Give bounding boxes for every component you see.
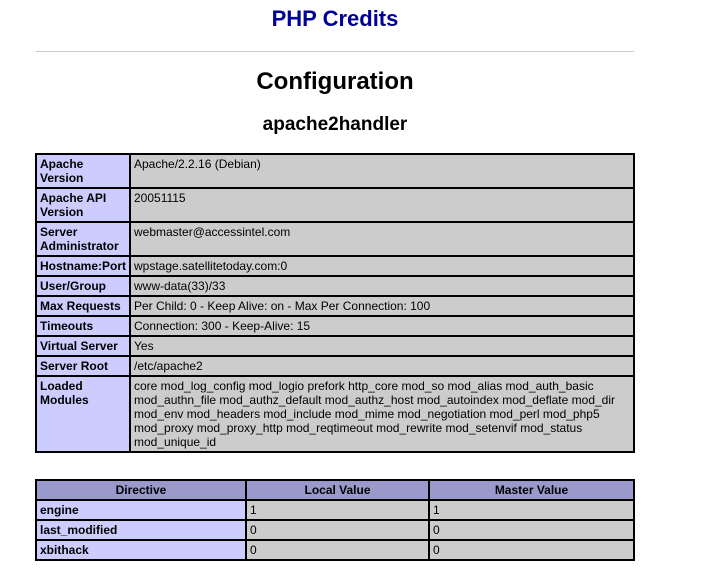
info-label: Apache API Version: [36, 188, 130, 222]
info-label: Apache Version: [36, 154, 130, 188]
info-row: [36, 336, 634, 356]
info-value: Yes: [130, 336, 634, 356]
info-row: [36, 276, 634, 296]
info-row: [36, 222, 634, 256]
master-value: 0: [429, 540, 634, 560]
table-row: [36, 520, 634, 540]
php-credits-link[interactable]: PHP Credits: [271, 6, 399, 31]
table-row: [36, 540, 634, 560]
info-label: Timeouts: [36, 316, 130, 336]
local-value: 1: [246, 500, 429, 520]
column-header-local-value: Local Value: [246, 480, 429, 500]
master-value: 0: [429, 520, 634, 540]
module-title: apache2handler: [262, 114, 408, 135]
info-row: [36, 296, 634, 316]
info-row: [36, 316, 634, 336]
master-value: 1: [429, 500, 634, 520]
info-row: [36, 376, 634, 452]
local-value: 0: [246, 540, 429, 560]
directive-table: [35, 479, 635, 561]
apache-info-table: [35, 153, 635, 453]
table-row: [36, 500, 634, 520]
table-header-row: [36, 480, 634, 500]
info-row: [36, 188, 634, 222]
info-row: [36, 256, 634, 276]
info-label: Max Requests: [36, 296, 130, 316]
info-value: core mod_log_config mod_logio prefork http_core mod_so mod_alias mod_auth_basic mod_authn_file mod_authz_default mod_authz_host mod_autoindex mod_deflate mod_dir mod_env mod_headers mod_include mod_mime mod_negotiation mod_perl mod_php5 mod_proxy mod_proxy_http mod_reqtimeout mod_rewrite mod_setenvif mod_status mod_unique_id: [130, 376, 634, 452]
info-value: Per Child: 0 - Keep Alive: on - Max Per Connection: 100: [130, 296, 634, 316]
info-label: Hostname:Port: [36, 256, 130, 276]
directive-name: last_modified: [36, 520, 246, 540]
info-value: 20051115: [130, 188, 634, 222]
info-label: User/Group: [36, 276, 130, 296]
local-value: 0: [246, 520, 429, 540]
info-value: webmaster@accessintel.com: [130, 222, 634, 256]
directive-name: xbithack: [36, 540, 246, 560]
divider: [36, 51, 634, 52]
info-label: Server Administrator: [36, 222, 130, 256]
info-value: www-data(33)/33: [130, 276, 634, 296]
info-label: Loaded Modules: [36, 376, 130, 452]
column-header-directive: Directive: [36, 480, 246, 500]
info-value: Apache/2.2.16 (Debian): [130, 154, 634, 188]
column-header-master-value: Master Value: [429, 480, 634, 500]
directive-name: engine: [36, 500, 246, 520]
info-value: wpstage.satellitetoday.com:0: [130, 256, 634, 276]
page-title: Configuration: [256, 68, 414, 95]
info-row: [36, 154, 634, 188]
info-label: Server Root: [36, 356, 130, 376]
info-value: /etc/apache2: [130, 356, 634, 376]
info-value: Connection: 300 - Keep-Alive: 15: [130, 316, 634, 336]
info-row: [36, 356, 634, 376]
info-label: Virtual Server: [36, 336, 130, 356]
